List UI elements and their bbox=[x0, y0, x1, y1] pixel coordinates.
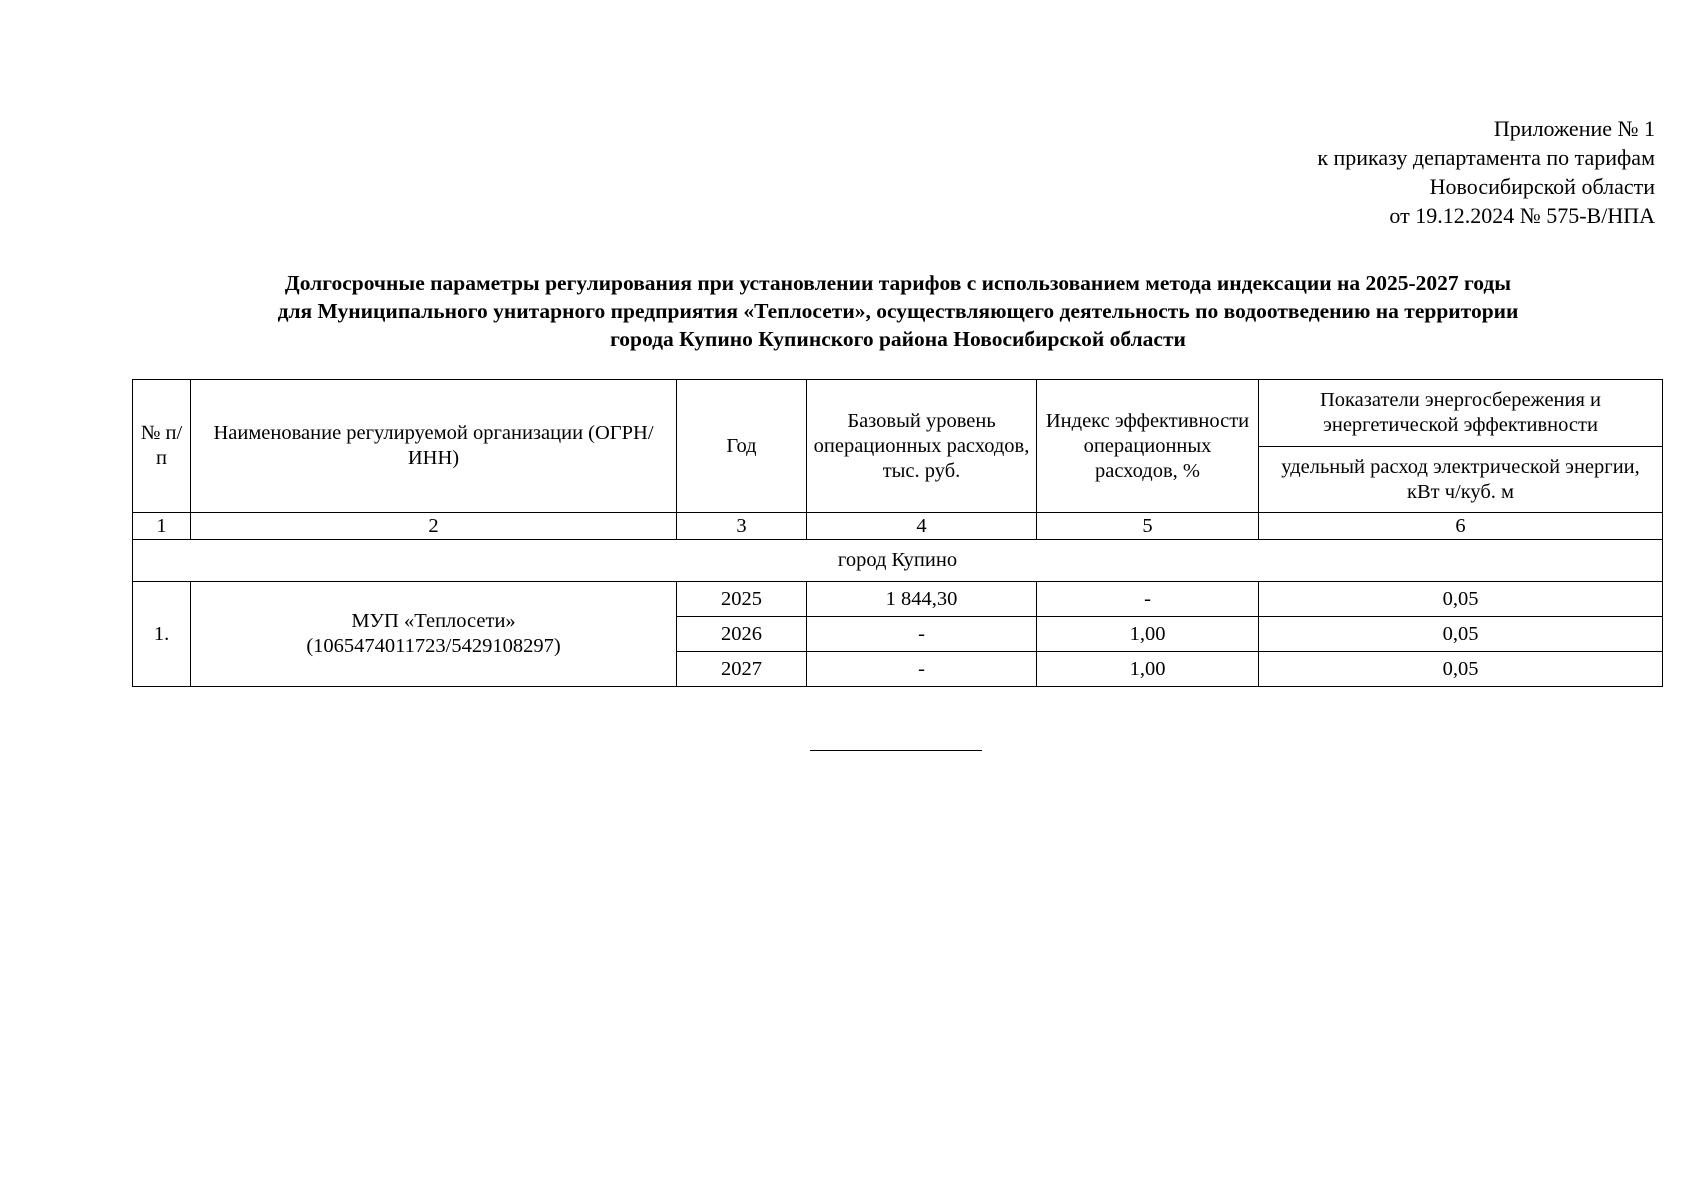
column-numbers-row bbox=[133, 513, 1663, 540]
row-number: 1. bbox=[133, 582, 191, 687]
header-energy-consumption: удельный расход электрической энергии, кВт ч/куб. м bbox=[1259, 447, 1663, 513]
header-efficiency-index: Индекс эффективности операционных расходов, % bbox=[1037, 380, 1259, 513]
base-opex-cell: - bbox=[807, 652, 1037, 687]
title-line-3: города Купино Купинского района Новосибирской области bbox=[610, 327, 1186, 351]
year-cell: 2026 bbox=[677, 617, 807, 652]
base-opex-cell: - bbox=[807, 617, 1037, 652]
column-number: 5 bbox=[1037, 513, 1259, 540]
appendix-order-ref: к приказу департамента по тарифам bbox=[1317, 145, 1655, 170]
header-base-opex: Базовый уровень операционных расходов, тыс. руб. bbox=[807, 380, 1037, 513]
section-label: город Купино bbox=[133, 540, 1663, 582]
column-number: 1 bbox=[133, 513, 191, 540]
organization-cell bbox=[191, 582, 677, 687]
title-line-2: для Муниципального унитарного предприятия «Теплосети», осуществляющего деятельность по водоотведению на территории bbox=[277, 299, 1519, 323]
table-row bbox=[133, 582, 1663, 617]
column-number: 2 bbox=[191, 513, 677, 540]
organization-ids: (1065474011723/5429108297) bbox=[306, 635, 561, 657]
appendix-header bbox=[1317, 114, 1655, 230]
column-number: 6 bbox=[1259, 513, 1663, 540]
base-opex-cell: 1 844,30 bbox=[807, 582, 1037, 617]
header-num: № п/п bbox=[133, 380, 191, 513]
document-title bbox=[120, 269, 1676, 353]
energy-consumption-cell: 0,05 bbox=[1259, 617, 1663, 652]
year-cell: 2025 bbox=[677, 582, 807, 617]
efficiency-index-cell: - bbox=[1037, 582, 1259, 617]
efficiency-index-cell: 1,00 bbox=[1037, 652, 1259, 687]
title-line-1: Долгосрочные параметры регулирования при установлении тарифов с использованием метода индексации на 2025-2027 годы bbox=[284, 271, 1512, 295]
header-organization: Наименование регулируемой организации (ОГРН/ИНН) bbox=[191, 380, 677, 513]
table-header-row bbox=[133, 380, 1663, 447]
appendix-date-number: от 19.12.2024 № 575-В/НПА bbox=[1389, 203, 1655, 228]
appendix-region: Новосибирской области bbox=[1429, 174, 1655, 199]
end-of-document-line bbox=[810, 750, 982, 751]
header-year: Год bbox=[677, 380, 807, 513]
parameters-table bbox=[132, 379, 1663, 687]
column-number: 3 bbox=[677, 513, 807, 540]
section-row bbox=[133, 540, 1663, 582]
appendix-number: Приложение № 1 bbox=[1493, 116, 1655, 141]
energy-consumption-cell: 0,05 bbox=[1259, 582, 1663, 617]
energy-consumption-cell: 0,05 bbox=[1259, 652, 1663, 687]
header-energy-group: Показатели энергосбережения и энергетической эффективности bbox=[1259, 380, 1663, 447]
organization-name: МУП «Теплосети» bbox=[351, 610, 516, 632]
year-cell: 2027 bbox=[677, 652, 807, 687]
efficiency-index-cell: 1,00 bbox=[1037, 617, 1259, 652]
column-number: 4 bbox=[807, 513, 1037, 540]
